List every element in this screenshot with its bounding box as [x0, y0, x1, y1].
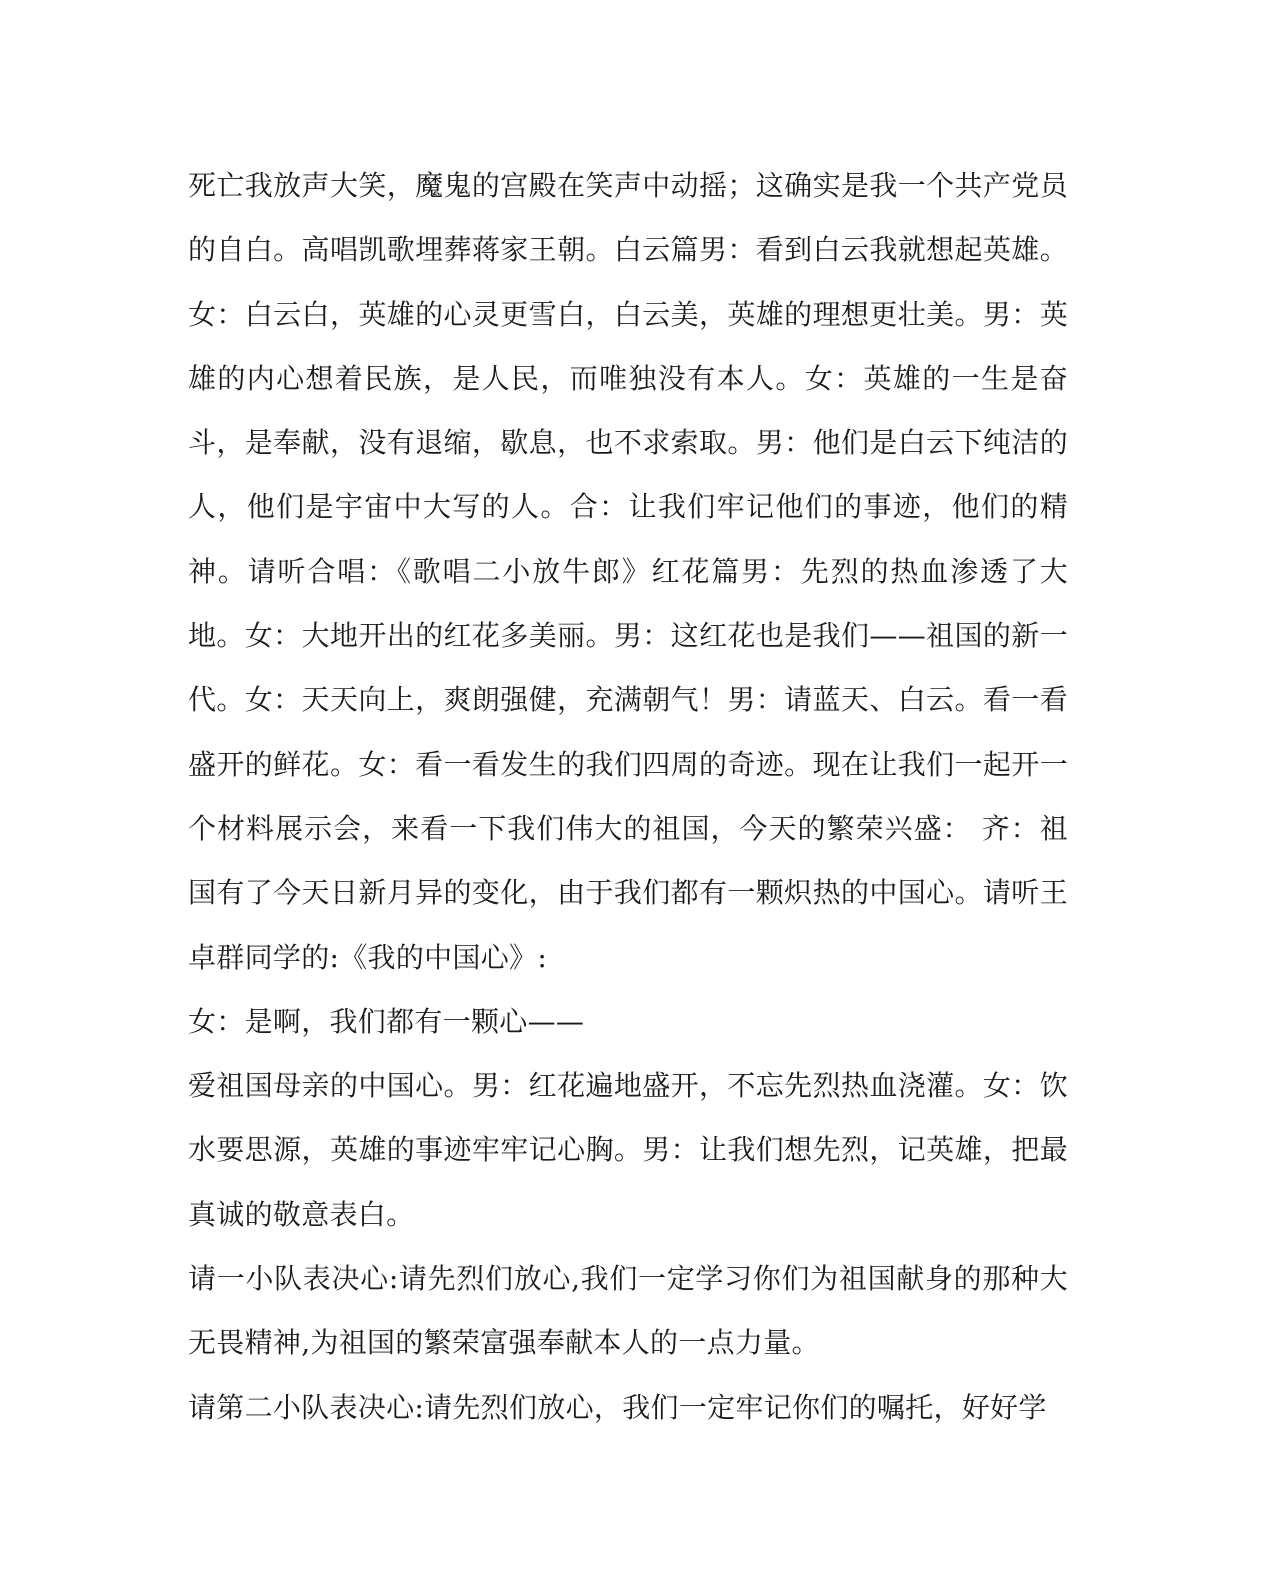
paragraph-3: 爱祖国母亲的中国心。男：红花遍地盛开，不忘先烈热血浇灌。女：饮水要思源，英雄的事迹牢牢记心胸。男：让我们想先烈，记英雄，把最真诚的敬意表白。 [188, 1069, 1068, 1231]
paragraph-1: 死亡我放声大笑，魔鬼的宫殿在笑声中动摇；这确实是我一个共产党员的自白。高唱凯歌埋葬蒋家王朝。白云篇男：看到白云我就想起英雄。女：白云白，英雄的心灵更雪白，白云美，英雄的理想更壮美。男：英雄的内心想着民族，是人民，而唯独没有本人。女：英雄的一生是奋斗，是奉献，没有退缩，歇息，也不求索取。男：他们是白云下纯洁的人，他们是宇宙中大写的人。合：让我们牢记他们的事迹，他们的精神。请听合唱：《歌唱二小放牛郎》红花篇男：先烈的热血渗透了大地。女：大地开出的红花多美丽。男：这红花也是我们——祖国的新一代。女：天天向上，爽朗强健，充满朝气！男：请蓝天、白云。看一看盛开的鲜花。女：看一看发生的我们四周的奇迹。现在让我们一起开一个材料展示会，来看一下我们伟大的祖国，今天的繁荣兴盛： 齐：祖国有了今天日新月异的变化，由于我们都有一颗炽热的中国心。请听王卓群同学的:《我的中国心》: [188, 169, 1068, 974]
paragraph-4: 请一小队表决心:请先烈们放心,我们一定学习你们为祖国献身的那种大无畏精神,为祖国的繁荣富强奉献本人的一点力量。 [188, 1262, 1068, 1360]
document-body [188, 154, 1068, 1440]
paragraph-2: 女：是啊，我们都有一颗心—— [188, 1004, 585, 1038]
paragraph-5: 请第二小队表决心:请先烈们放心，我们一定牢记你们的嘱托，好好学 [188, 1390, 1047, 1424]
